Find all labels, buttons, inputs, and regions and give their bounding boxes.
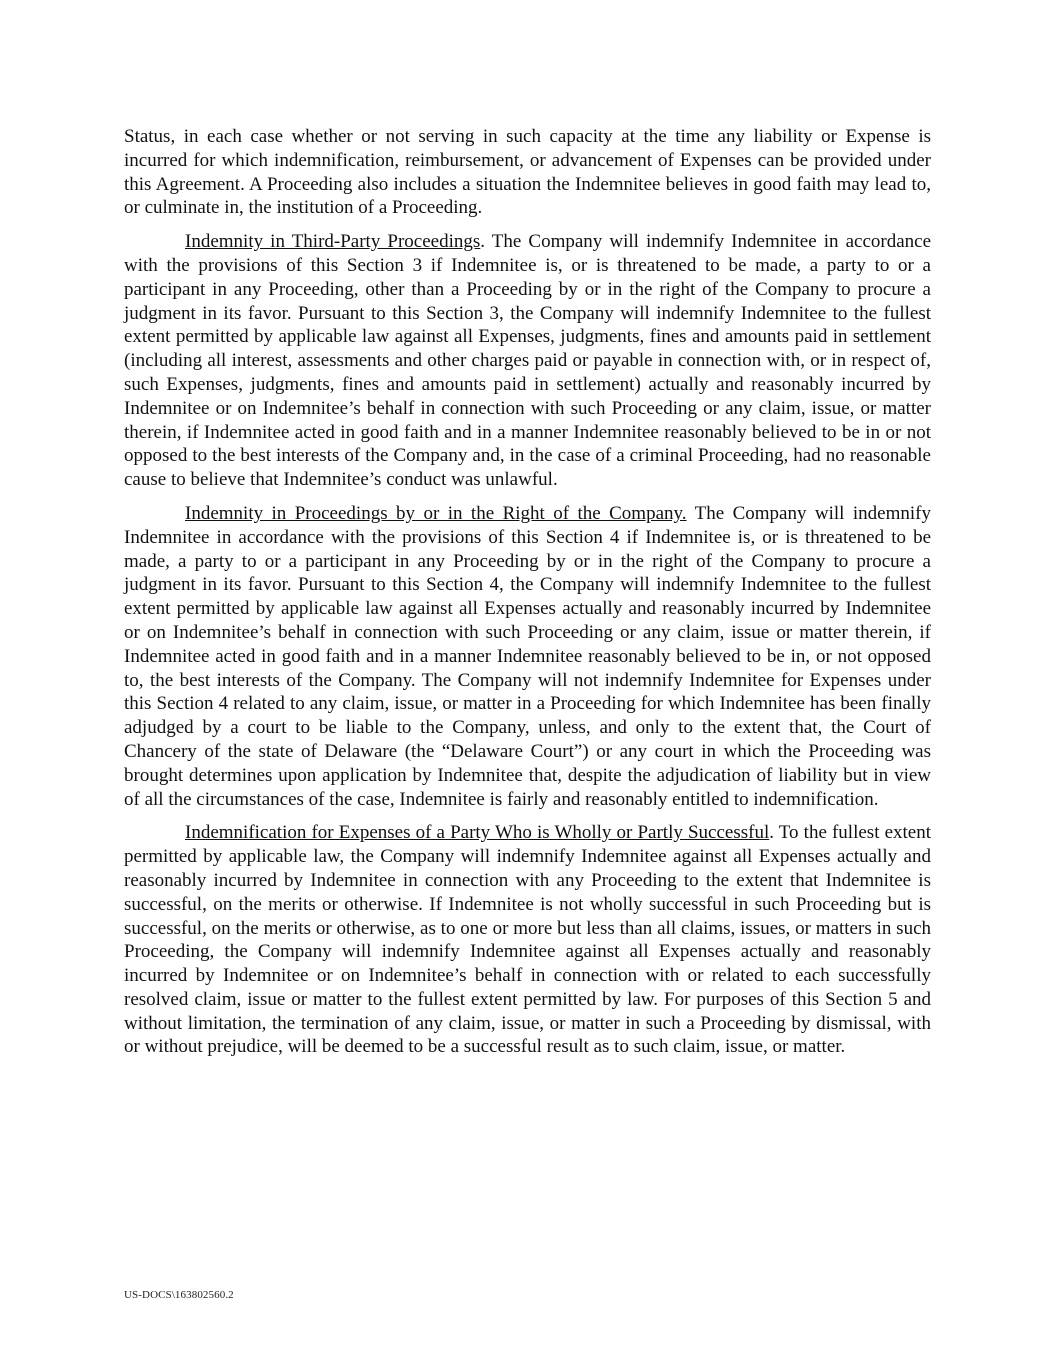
section-3-paragraph	[124, 230, 931, 492]
section-4-body: The Company will indemnify Indemnitee in accordance with the provisions of this Section 4 if Indemnitee is, or is threatened to be made, a party to or a participant in any Proceeding by or in the right of the Company to procure a judgment in its favor. Pursuant to this Section 4, the Company will indemnify Indemnitee to the fullest extent permitted by applicable law against all Expenses actually and reasonably incurred by Indemnitee or on Indemnitee’s behalf in connection with such Proceeding or any claim, issue or matter therein, if Indemnitee acted in good faith and in a manner Indemnitee reasonably believed to be in, or not opposed to, the best interests of the Company. The Company will not indemnify Indemnitee for Expenses under this Section 4 related to any claim, issue, or matter in a Proceeding for which Indemnitee has been finally adjudged by a court to be liable to the Company, unless, and only to the extent that, the Court of Chancery of the state of Delaware (the “Delaware Court”) or any court in which the Proceeding was brought determines upon application by Indemnitee that, despite the adjudication of liability but in view of all the circumstances of the case, Indemnitee is fairly and reasonably entitled to indemnification.	[124, 502, 931, 810]
section-3-body: The Company will indemnify Indemnitee in accordance with the provisions of this Section 3 if Indemnitee is, or is threatened to be made, a party to or a participant in any Proceeding, other than a Proceeding by or in the right of the Company to procure a judgment in its favor. Pursuant to this Section 3, the Company will indemnify Indemnitee to the fullest extent permitted by applicable law against all Expenses, judgments, fines and amounts paid in settlement (including all interest, assessments and other charges paid or payable in connection with, or in respect of, such Expenses, judgments, fines and amounts paid in settlement) actually and reasonably incurred by Indemnitee or on Indemnitee’s behalf in connection with such Proceeding or any claim, issue, or matter therein, if Indemnitee acted in good faith and in a manner Indemnitee reasonably believed to be in or not opposed to the best interests of the Company and, in the case of a criminal Proceeding, had no reasonable cause to believe that Indemnitee’s conduct was unlawful.	[124, 231, 932, 491]
section-5-paragraph	[124, 821, 931, 1059]
section-5-heading-punct: .	[769, 822, 774, 844]
section-4-heading: Indemnity in Proceedings by or in the Right of the Company.	[185, 502, 687, 524]
section-3-heading-punct: .	[480, 231, 486, 253]
section-3-heading: Indemnity in Third-Party Proceedings	[185, 231, 481, 253]
section-5-heading: Indemnification for Expenses of a Party Who is Wholly or Partly Successful	[185, 822, 770, 844]
document-body	[124, 125, 931, 1069]
section-5-body: To the fullest extent permitted by applicable law, the Company will indemnify Indemnitee against all Expenses actually and reasonably incurred by Indemnitee in connection with any Proceeding to the extent that Indemnitee is successful, on the merits or otherwise. If Indemnitee is not wholly successful in such Proceeding but is successful, on the merits or otherwise, as to one or more but less than all claims, issues, or matters in such Proceeding, the Company will indemnify Indemnitee against all Expenses actually and reasonably incurred by Indemnitee or on Indemnitee’s behalf in connection with or related to each successfully resolved claim, issue or matter to the fullest extent permitted by law. For purposes of this Section 5 and without limitation, the termination of any claim, issue, or matter in such a Proceeding by dismissal, with or without prejudice, will be deemed to be a successful result as to such claim, issue, or matter.	[124, 822, 932, 1058]
section-4-paragraph	[124, 502, 931, 811]
continuation-paragraph: Status, in each case whether or not serving in such capacity at the time any liability or Expense is incurred for which indemnification, reimbursement, or advancement of Expenses can be provided under this Agreement. A Proceeding also includes a situation the Indemnitee believes in good faith may lead to, or culminate in, the institution of a Proceeding.	[124, 126, 931, 219]
footer-document-id: US-DOCS\163802560.2	[124, 1289, 234, 1301]
